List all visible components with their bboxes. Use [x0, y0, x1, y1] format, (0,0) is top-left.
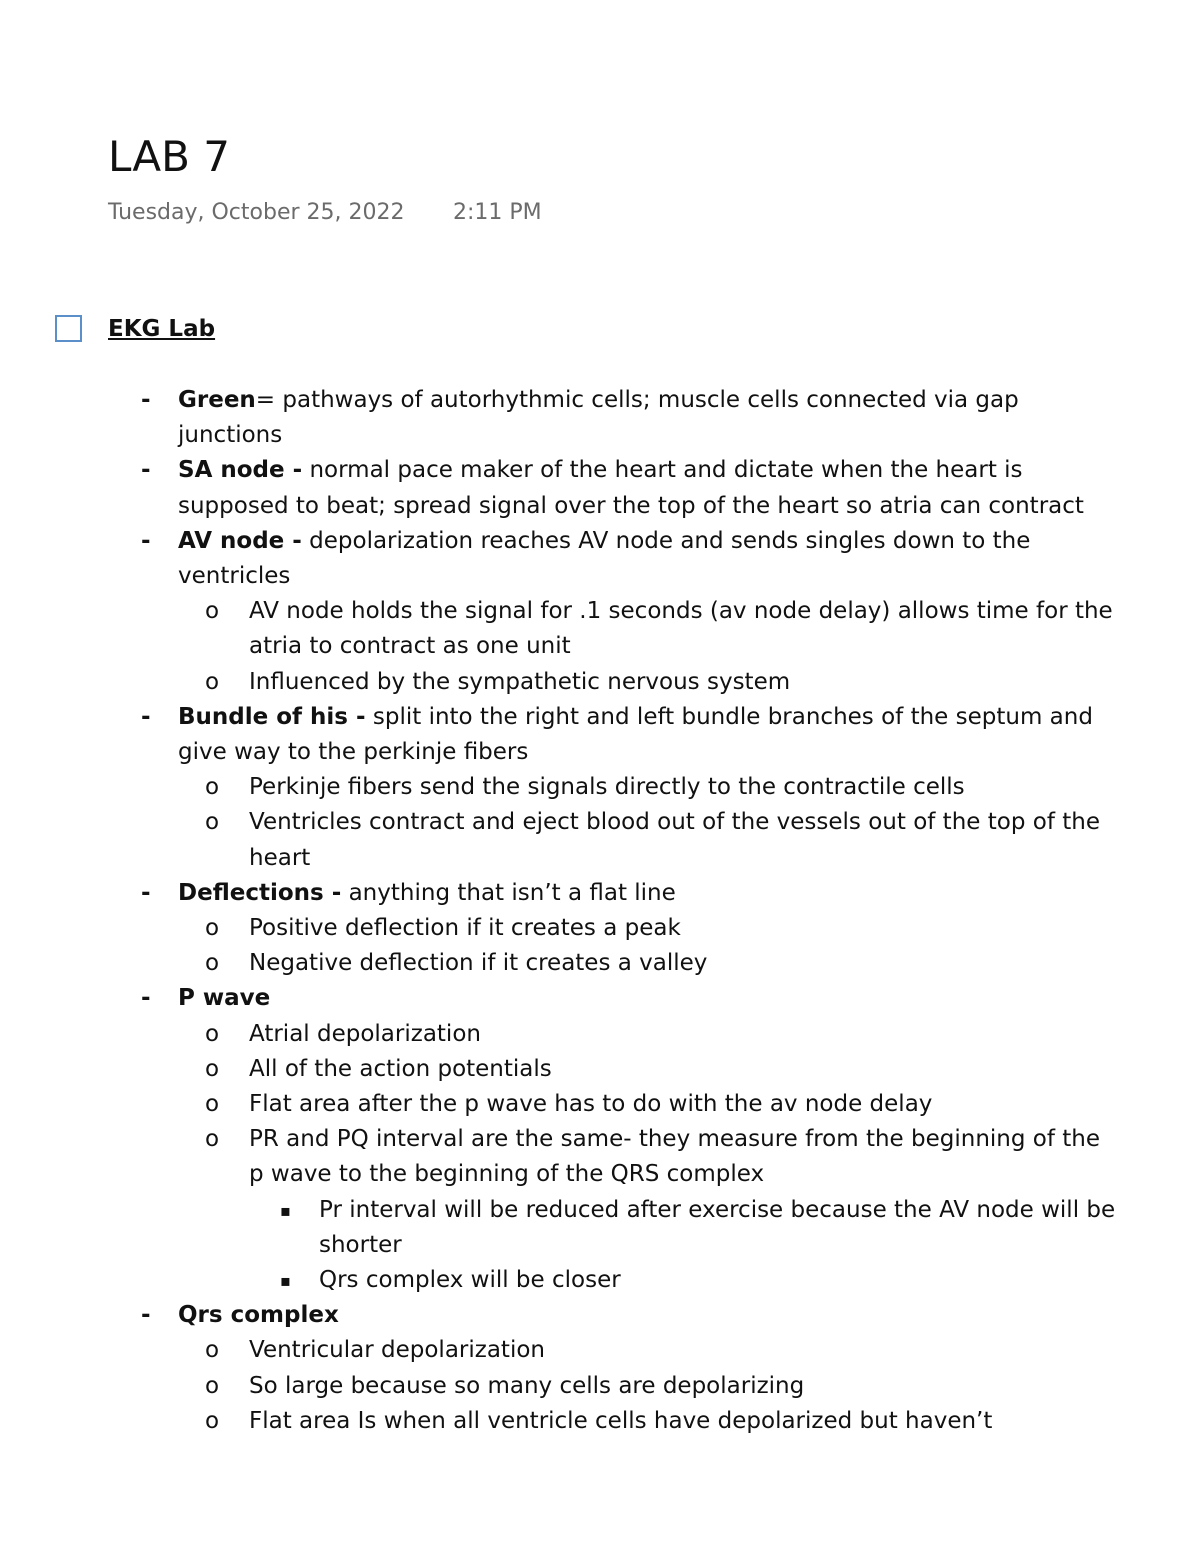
page-date: Tuesday, October 25, 2022 [108, 200, 405, 225]
dash-bullet: - [141, 879, 151, 906]
note-item [0, 700, 1200, 770]
note-item [0, 453, 1200, 523]
note-subitem [0, 1333, 1200, 1368]
note-text: Pr interval will be reduced after exercise because the AV node will be shorter [319, 1196, 1116, 1258]
circle-bullet: o [205, 1337, 220, 1364]
note-term: Green [178, 387, 256, 413]
note-text: AV node holds the signal for .1 seconds (av node delay) allows time for the atria to contract as one unit [249, 598, 1113, 660]
circle-bullet: o [205, 1020, 220, 1047]
note-subitem [0, 946, 1200, 981]
note-text: depolarization reaches AV node and sends singles down to the ventricles [178, 527, 1031, 590]
note-subitem [0, 1122, 1200, 1192]
note-text: split into the right and left bundle branches of the septum and give way to the perkinje fibers [178, 703, 1093, 766]
circle-bullet: o [205, 1126, 220, 1153]
circle-bullet: o [205, 668, 220, 695]
circle-bullet: o [205, 774, 220, 801]
notes-list [0, 383, 1200, 1439]
square-bullet: ▪ [280, 1271, 291, 1291]
note-subitem [0, 594, 1200, 664]
note-item [0, 1298, 1200, 1333]
note-text: PR and PQ interval are the same- they measure from the beginning of the p wave to the beginning of the QRS complex [249, 1126, 1101, 1188]
note-term: Qrs complex [178, 1302, 339, 1329]
note-subitem [0, 805, 1200, 875]
note-text: All of the action potentials [249, 1055, 552, 1082]
note-term: Deflections - [178, 879, 342, 906]
circle-bullet: o [205, 1407, 220, 1434]
circle-bullet: o [205, 1055, 220, 1082]
note-subitem [0, 1087, 1200, 1122]
note-subitem [0, 1404, 1200, 1439]
note-text: Influenced by the sympathetic nervous system [249, 668, 791, 695]
note-text: Ventricles contract and eject blood out of the vessels out of the top of the heart [249, 809, 1100, 871]
note-subitem [0, 1052, 1200, 1087]
note-text: Positive deflection if it creates a peak [249, 915, 681, 942]
note-text: = pathways of autorhythmic cells; muscle cells connected via gap junctions [178, 387, 1019, 449]
circle-bullet: o [205, 915, 220, 942]
note-subitem [0, 1369, 1200, 1404]
note-text: Atrial depolarization [249, 1020, 481, 1047]
dash-bullet: - [141, 703, 151, 730]
note-subitem [0, 1017, 1200, 1052]
note-subitem [0, 911, 1200, 946]
page-timestamp [108, 200, 542, 225]
circle-bullet: o [205, 598, 220, 625]
todo-checkbox[interactable] [55, 315, 82, 342]
dash-bullet: - [141, 1302, 151, 1329]
note-subitem [0, 665, 1200, 700]
note-text: Negative deflection if it creates a valley [249, 950, 708, 977]
dash-bullet: - [141, 387, 151, 413]
circle-bullet: o [205, 1091, 220, 1118]
note-term: Bundle of his - [178, 703, 366, 730]
page-title: LAB 7 [108, 132, 230, 181]
dash-bullet: - [141, 527, 151, 554]
note-text: Flat area after the p wave has to do with the av node delay [249, 1091, 933, 1118]
note-subsubitem [0, 1193, 1200, 1263]
note-text: anything that isn’t a flat line [341, 879, 676, 906]
dash-bullet: - [141, 985, 151, 1012]
circle-bullet: o [205, 950, 220, 977]
note-term: AV node - [178, 527, 302, 554]
note-term: SA node - [178, 457, 303, 484]
note-item [0, 981, 1200, 1016]
section-heading: EKG Lab [108, 316, 216, 342]
note-subitem [0, 770, 1200, 805]
note-text: Perkinje fibers send the signals directly to the contractile cells [249, 774, 965, 801]
note-text: So large because so many cells are depolarizing [249, 1372, 805, 1399]
note-text: Flat area Is when all ventricle cells have depolarized but haven’t [249, 1407, 993, 1434]
note-text: Qrs complex will be closer [319, 1267, 621, 1294]
square-bullet: ▪ [280, 1200, 291, 1220]
note-text: Ventricular depolarization [249, 1337, 545, 1364]
note-item [0, 383, 1200, 453]
note-text: normal pace maker of the heart and dictate when the heart is supposed to beat; spread signal over the top of the heart so atria can contract [178, 457, 1084, 519]
note-subsubitem [0, 1263, 1200, 1298]
note-term: P wave [178, 985, 271, 1012]
circle-bullet: o [205, 1372, 220, 1399]
page-time: 2:11 PM [453, 200, 542, 225]
note-item [0, 876, 1200, 911]
dash-bullet: - [141, 457, 151, 484]
note-item [0, 524, 1200, 594]
circle-bullet: o [205, 809, 220, 836]
